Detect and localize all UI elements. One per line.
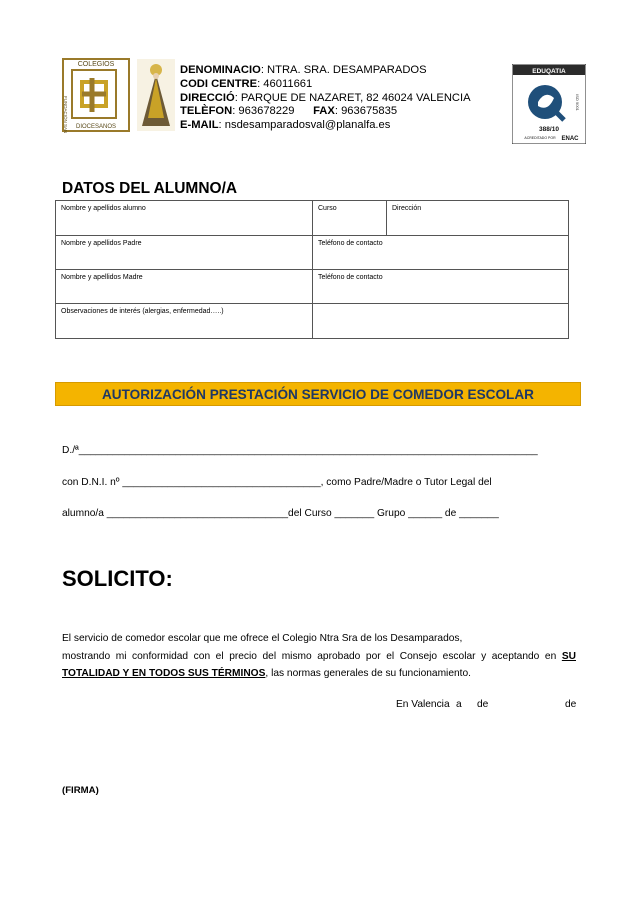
- authorization-banner: [55, 382, 581, 406]
- signature-place: En Valencia: [396, 699, 450, 710]
- solicito-heading: SOLICITO:: [62, 566, 173, 591]
- request-line-1: El servicio de comedor escolar que me ofrece el Colegio Ntra Sra de los Desamparados,: [62, 633, 463, 644]
- logo-eduqatia-text: EDUQATIA: [532, 68, 566, 75]
- signature-a: a: [456, 699, 462, 710]
- signature-de-1: de: [477, 699, 489, 710]
- parent-name-line[interactable]: D./ª_________________________________________________________________________________: [62, 445, 538, 456]
- signature-label: (FIRMA): [62, 785, 99, 796]
- student-name-field[interactable]: Nombre y apellidos alumno: [56, 201, 313, 236]
- address-field[interactable]: Dirección: [387, 201, 569, 236]
- logo-text-colegios: COLEGIOS: [77, 61, 115, 68]
- quality-certification-logo: [512, 64, 586, 144]
- codi-line: CODI CENTRE: 46011661: [180, 77, 313, 90]
- logo-acreditado-text: ACREDITADO POR: [524, 136, 556, 140]
- mother-phone-field[interactable]: Teléfono de contacto: [313, 270, 569, 304]
- logo-code-text: 388/10: [539, 126, 559, 133]
- student-course-line[interactable]: alumno/a ________________________________del Curso _______ Grupo ______ de _______: [62, 508, 499, 519]
- dni-line[interactable]: con D.N.I. nº ___________________________________, como Padre/Madre o Tutor Legal del: [62, 477, 492, 488]
- school-info: [180, 64, 471, 133]
- notes-value-field[interactable]: [313, 304, 569, 339]
- father-name-field[interactable]: Nombre y apellidos Padre: [56, 236, 313, 270]
- logo-enac-text: ENAC: [561, 136, 579, 142]
- student-data-title: DATOS DEL ALUMNO/A: [62, 180, 238, 197]
- school-logo: [62, 56, 179, 136]
- telefon-line: TELÈFON: 963678229 FAX: 963675835: [180, 105, 398, 118]
- direccio-line: DIRECCIÓ: PARQUE DE NAZARET, 82 46024 VALENCIA: [180, 91, 471, 104]
- mother-name-field[interactable]: Nombre y apellidos Madre: [56, 270, 313, 304]
- denominacio-line: DENOMINACIO: NTRA. SRA. DESAMPARADOS: [180, 64, 427, 76]
- father-phone-field[interactable]: Teléfono de contacto: [313, 236, 569, 270]
- email-line: E-MAIL: nsdesamparadosval@planalfa.es: [180, 119, 391, 132]
- student-data-table: [55, 200, 569, 339]
- request-line-3: TOTALIDAD Y EN TODOS SUS TÉRMINOS, las normas generales de su funcionamiento.: [62, 668, 471, 679]
- course-field[interactable]: Curso: [313, 201, 387, 236]
- notes-field[interactable]: Observaciones de interés (alergias, enfermedad…..): [56, 304, 313, 339]
- logo-text-diocesanos: DIOCESANOS: [75, 124, 117, 130]
- authorization-banner-text: AUTORIZACIÓN PRESTACIÓN SERVICIO DE COMEDOR ESCOLAR: [101, 387, 534, 402]
- logo-text-fundacion: FUNDACIÓN SAN: [63, 96, 68, 134]
- logo-iso-text: ISO 9001: [575, 94, 580, 111]
- request-line-2: mostrando mi conformidad con el precio del mismo aprobado por el Consejo escolar y aceptando en SU: [62, 650, 576, 662]
- signature-de-2: de: [565, 699, 577, 710]
- request-paragraph: [62, 630, 576, 683]
